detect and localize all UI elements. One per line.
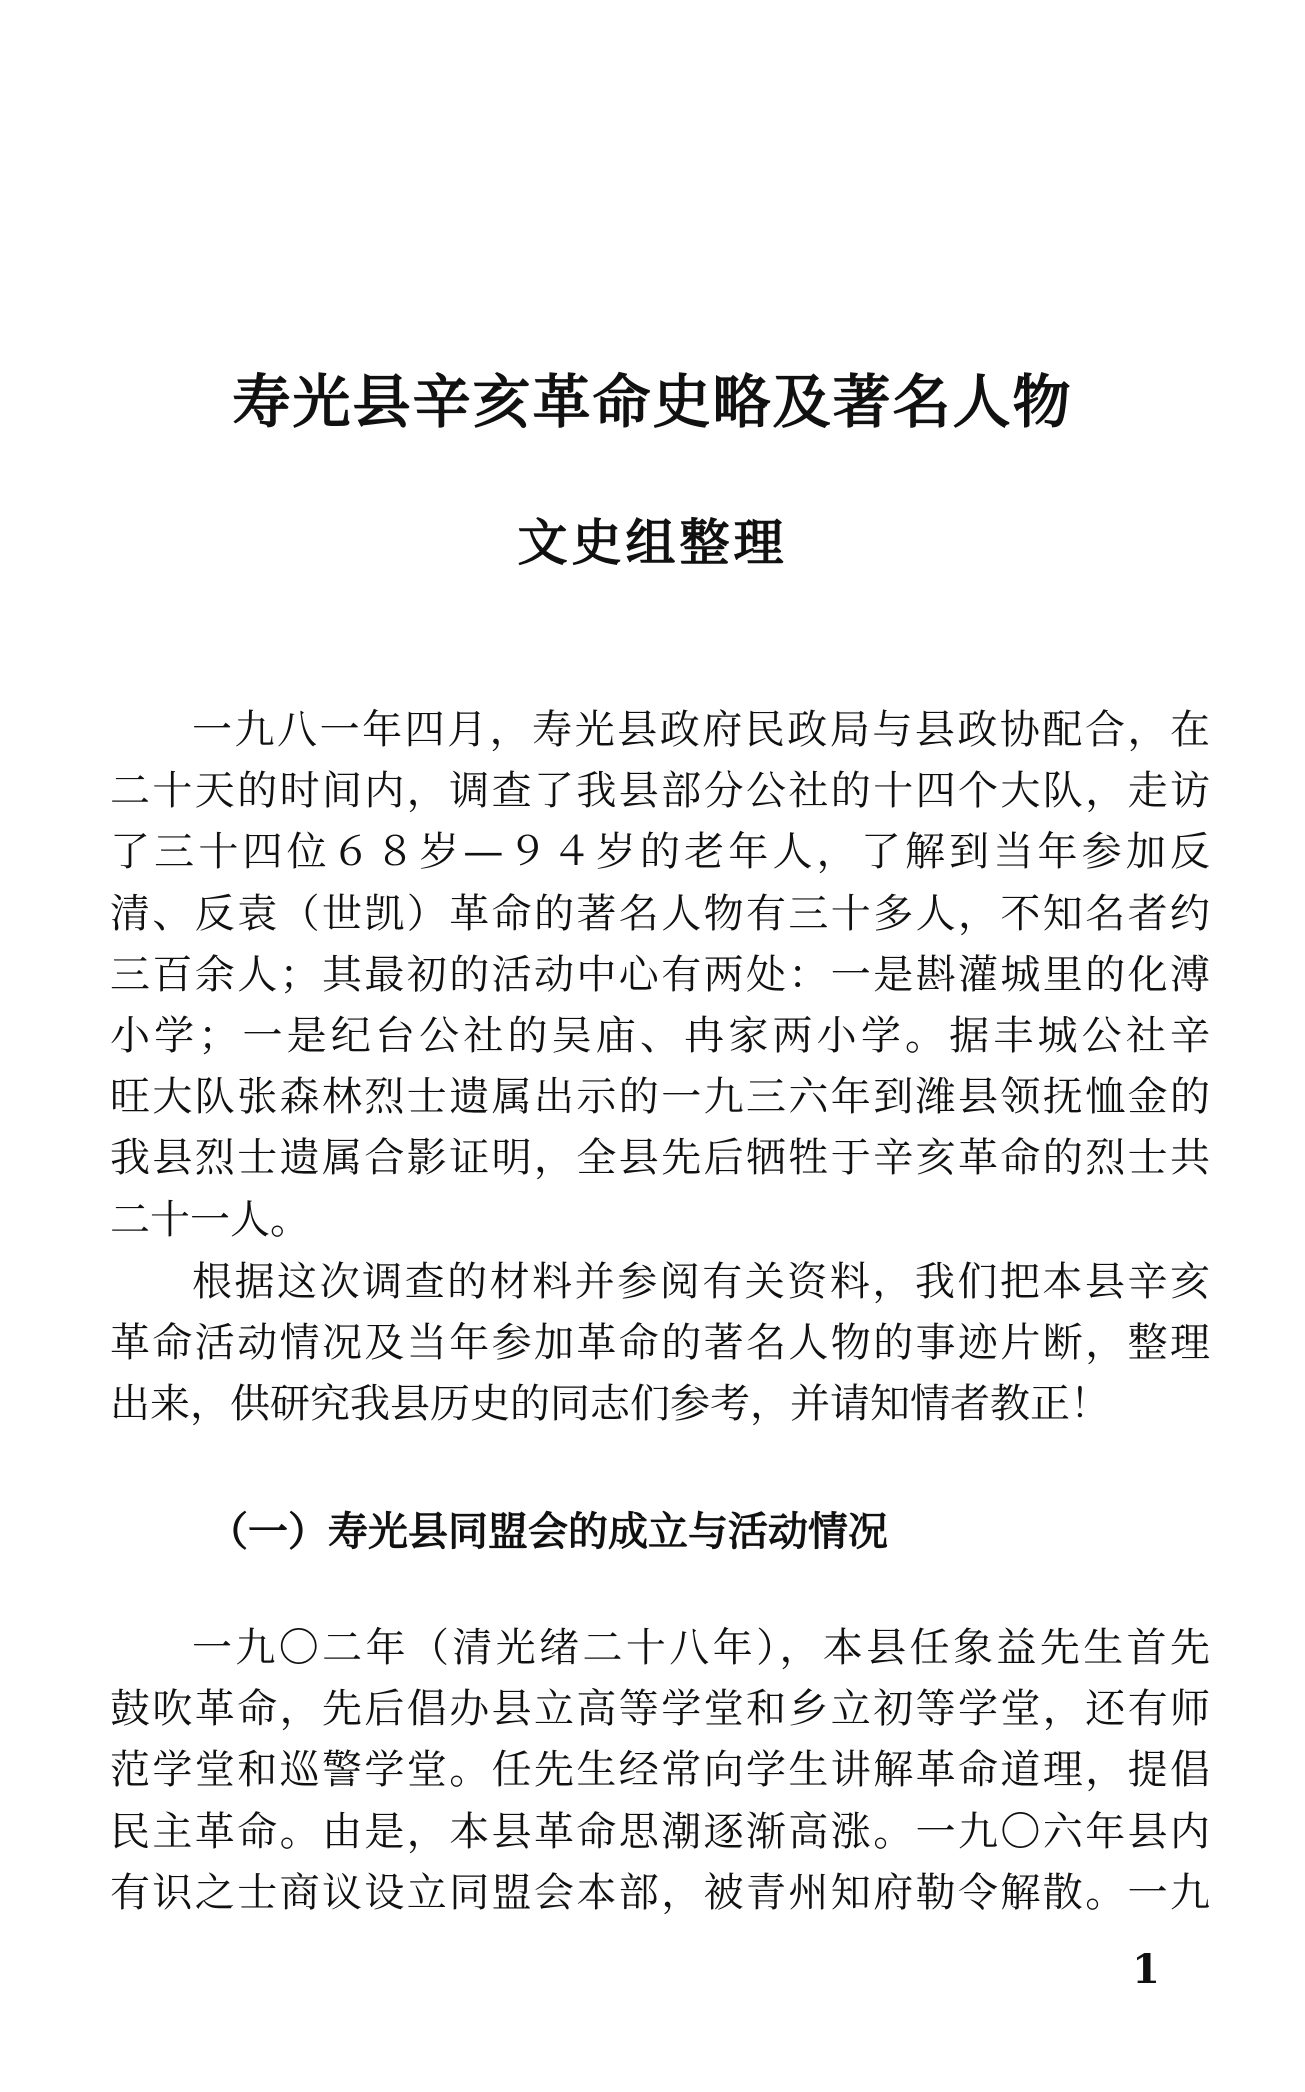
text-line: 我县烈士遗属合影证明，全县先后牺牲于辛亥革命的烈士共: [110, 1135, 1210, 1182]
text-line: 旺大队张森林烈士遗属出示的一九三六年到潍县领抚恤金的: [110, 1074, 1210, 1121]
text-line: 民主革命。由是，本县革命思潮逐渐高涨。一九〇六年县内: [110, 1808, 1210, 1855]
text-line: 清、反袁（世凯）革命的著名人物有三十多人，不知名者约: [110, 890, 1210, 937]
text-line: 三百余人；其最初的活动中心有两处：一是斟灌城里的化溥: [110, 951, 1210, 998]
text-line: 革命活动情况及当年参加革命的著名人物的事迹片断，整理: [110, 1320, 1210, 1367]
paragraph-section-one: [110, 1618, 1210, 1924]
document-title: 寿光县辛亥革命史略及著名人物: [232, 368, 1073, 436]
page-number: 1: [1132, 1946, 1160, 1993]
text-line: 有识之士商议设立同盟会本部，被青州知府勒令解散。一九: [110, 1869, 1210, 1916]
text-line: 二十天的时间内，调查了我县部分公社的十四个大队，走访: [110, 768, 1210, 815]
text-line: 范学堂和巡警学堂。任先生经常向学生讲解革命道理，提倡: [110, 1747, 1210, 1794]
paragraph-purpose: [110, 1252, 1210, 1436]
text-line: 一九〇二年（清光绪二十八年），本县任象益先生首先: [192, 1625, 1210, 1671]
author-line: 文史组整理: [517, 513, 788, 572]
text-line: 一九八一年四月，寿光县政府民政局与县政协配合，在: [192, 707, 1210, 753]
text-line: 了三十四位６８岁—９４岁的老年人，了解到当年参加反: [110, 829, 1210, 876]
text-line: 鼓吹革命，先后倡办县立高等学堂和乡立初等学堂，还有师: [110, 1686, 1210, 1733]
text-line: 根据这次调查的材料并参阅有关资料，我们把本县辛亥: [192, 1259, 1210, 1305]
text-line: 二十一人。: [110, 1196, 310, 1243]
paragraph-intro: [110, 700, 1210, 1251]
text-line: 出来，供研究我县历史的同志们参考，并请知情者教正！: [110, 1381, 1110, 1428]
section-heading: （一）寿光县同盟会的成立与活动情况: [208, 1508, 888, 1555]
text-line: 小学；一是纪台公社的吴庙、冉家两小学。据丰城公社辛: [110, 1012, 1210, 1059]
